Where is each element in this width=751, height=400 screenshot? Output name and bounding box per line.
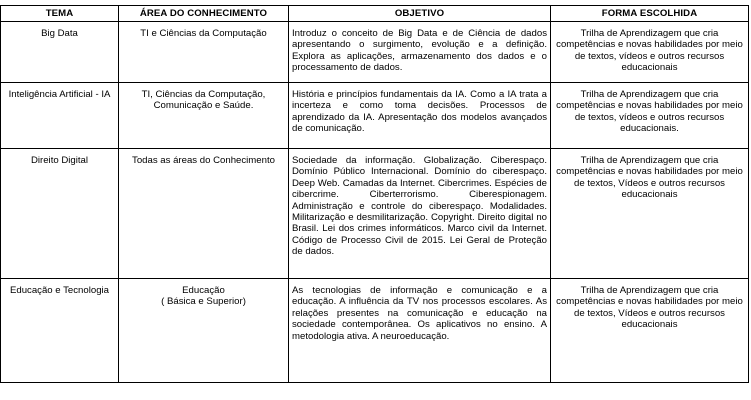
cell-tema: Educação e Tecnologia [1,279,119,383]
cell-objetivo: Sociedade da informação. Globalização. Ciberespaço. Domínio Público Internacional. Domínio do ciberespaço. Deep Web. Camadas da Internet. Cibercrimes. Espécies de cibercrime. Ciberterrorismo. Ciberespionagem. Administração e controle do ciberespaço. Modalidades. Militarização e desmilitarização. Copyright. Direito digital no Brasil. Lei dos crimes informáticos. Marco civil da Internet. Código de Processo Civil de 2015. Lei Geral de Proteção de dados. [289,149,551,279]
cell-forma: Trilha de Aprendizagem que cria competências e novas habilidades por meio de textos, vídeos e outros recursos educacionais [551,22,749,83]
cell-objetivo: História e princípios fundamentais da IA. Como a IA trata a incerteza e como toma decisões. Processos de aprendizado da IA. Apresentação dos modelos avançados de comunicação. [289,83,551,149]
header-row [1,6,749,22]
table-row [1,22,749,83]
header-area: ÁREA DO CONHECIMENTO [119,6,289,22]
table-row [1,279,749,383]
cell-tema: Big Data [1,22,119,83]
header-tema: TEMA [1,6,119,22]
table-row [1,83,749,149]
header-forma: FORMA ESCOLHIDA [551,6,749,22]
header-objetivo: OBJETIVO [289,6,551,22]
cell-tema: Inteligência Artificial - IA [1,83,119,149]
cell-area: Todas as áreas do Conhecimento [119,149,289,279]
cell-objetivo: As tecnologias de informação e comunicação e a educação. A influência da TV nos processos escolares. As relações presentes na comunicação e educação na sociedade contemporânea. Os aplicativos no ensino. A metodologia ativa. A neuroeducação. [289,279,551,383]
cell-tema: Direito Digital [1,149,119,279]
cell-forma: Trilha de Aprendizagem que cria competências e novas habilidades por meio de textos, vídeos e outros recursos educacionais. [551,83,749,149]
cell-area-line1: Educação [182,285,225,296]
cell-forma: Trilha de Aprendizagem que cria competências e novas habilidades por meio de textos, Vídeos e outros recursos educacionais [551,149,749,279]
cell-area-line2: ( Básica e Superior) [161,296,246,308]
cell-area [119,279,289,383]
cell-area: TI e Ciências da Computação [119,22,289,83]
courses-table [0,5,749,383]
cell-objetivo: Introduz o conceito de Big Data e de Ciência de dados apresentando o surgimento, evolução e a definição. Explora as aplicações, armazenamento dos dados e o processamento de dados. [289,22,551,83]
cell-forma: Trilha de Aprendizagem que cria competências e novas habilidades por meio de textos, Vídeos e outros recursos educacionais [551,279,749,383]
table-row [1,149,749,279]
cell-area: TI, Ciências da Computação, Comunicação e Saúde. [119,83,289,149]
